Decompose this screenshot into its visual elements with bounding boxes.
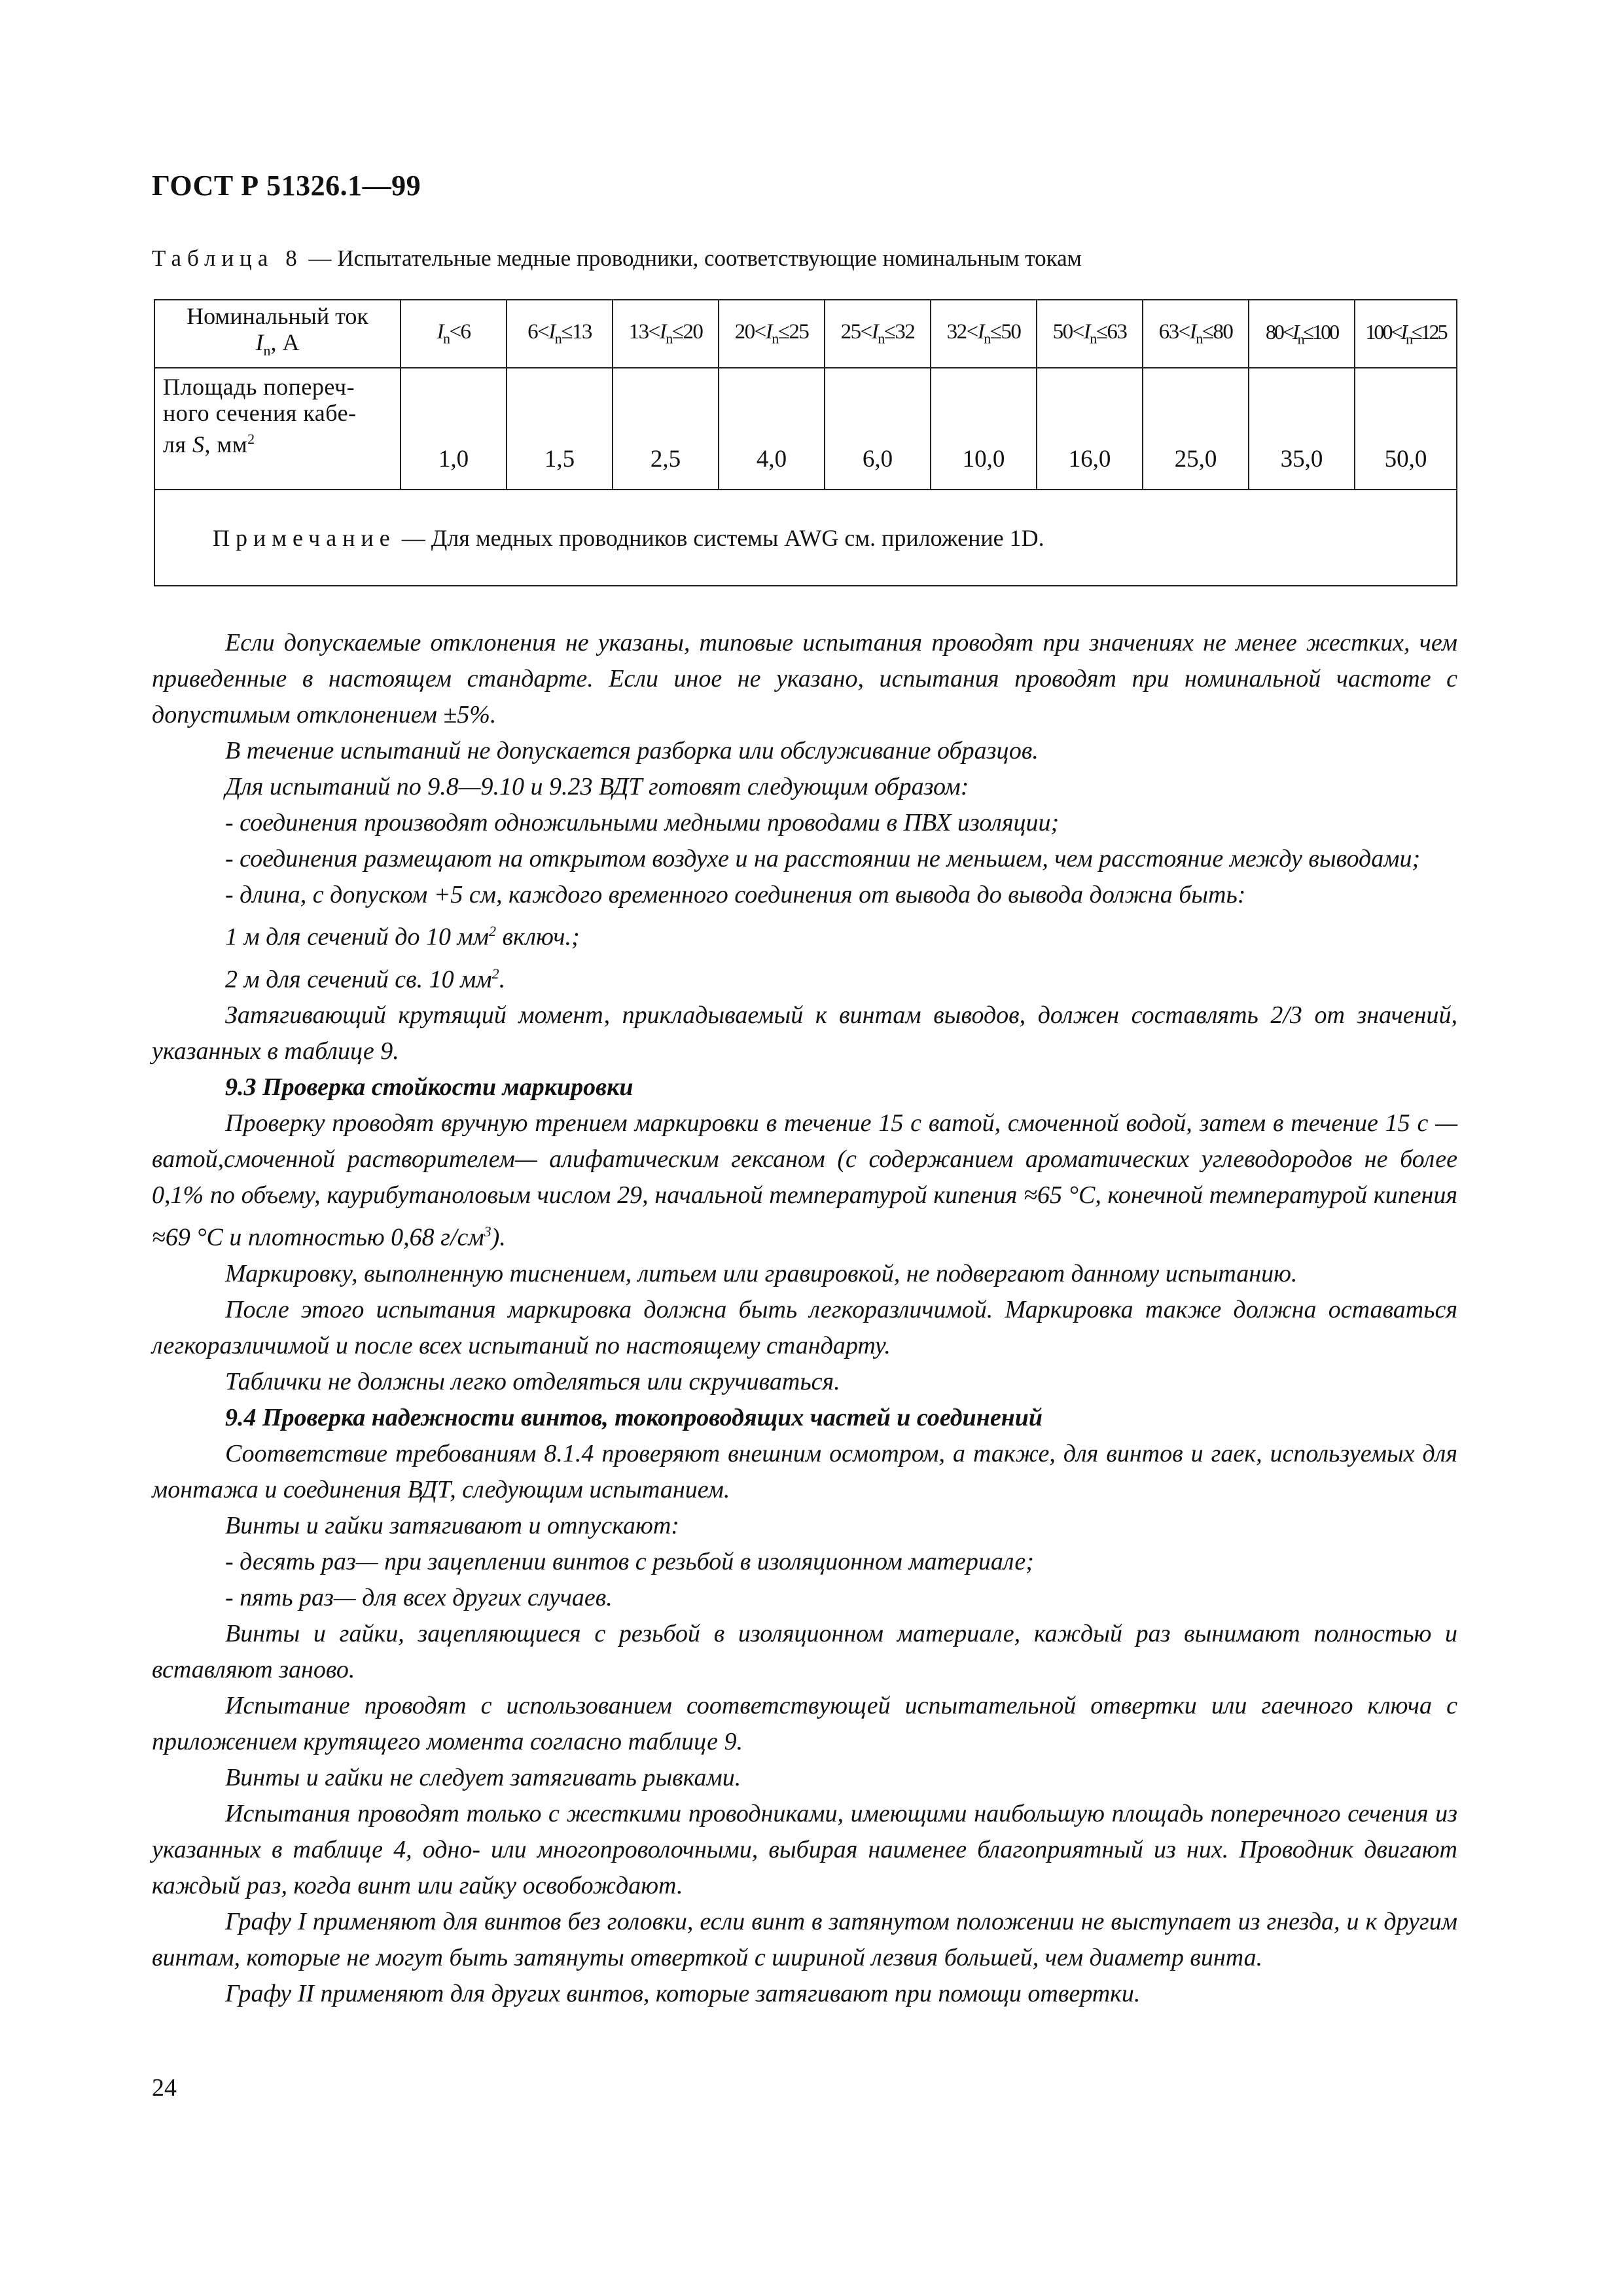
range-cell: $80<I_n\le 100$ — [1249, 300, 1355, 368]
value-cell: 35,0 — [1249, 368, 1355, 490]
range-cell: $25<I_n\le 32$ — [825, 300, 931, 368]
row-header-current-line1: Номинальный ток — [187, 303, 368, 330]
paragraph: - пять раз— для всех других случаев. — [225, 1583, 613, 1611]
paragraph: Графу II применяют для других винтов, которые затягивают при помощи отвертки. — [225, 1979, 1141, 2007]
table-note-text: — Для медных проводников системы AWG см. приложение 1D. — [395, 524, 1044, 551]
paragraph: Соответствие требованиям 8.1.4 проверяют внешним осмотром, а также, для винтов и гаек, используемых для монтажа и соединения ВДТ, следующим испытанием. — [152, 1439, 1457, 1503]
table-caption-label: Таблица 8 — [152, 245, 303, 271]
section-symbol: S — [192, 431, 205, 457]
paragraph: Винты и гайки, зацепляющиеся с резьбой в изоляционном материале, каждый раз вынимают полностью и вставляют заново. — [152, 1619, 1457, 1683]
paragraph: Таблички не должны легко отделяться или скручиваться. — [225, 1367, 840, 1395]
range-cell: $I_n<6$ — [401, 300, 507, 368]
value-cell: 1,0 — [401, 368, 507, 490]
paragraph: Маркировку, выполненную тиснением, литьем или гравировкой, не подвергают данному испытанию. — [225, 1259, 1298, 1287]
current-symbol: I — [255, 329, 264, 356]
paragraph: 2 м для сечений св. 10 $мм^2$. — [225, 965, 506, 994]
range-cell: $100<I_n\le 125$ — [1355, 300, 1457, 368]
value-cell: 2,5 — [613, 368, 719, 490]
range-cell: $13<I_n\le 20$ — [613, 300, 719, 368]
value-cell: 50,0 — [1355, 368, 1457, 490]
table-8 — [154, 299, 1457, 586]
paragraph: - соединения размещают на открытом воздухе и на расстоянии не меньшем, чем расстояние между выводами; — [225, 845, 1421, 872]
range-cell: $63<I_n\le 80$ — [1143, 300, 1249, 368]
paragraph: После этого испытания маркировка должна быть легкоразличимой. Маркировка также должна оставаться легкоразличимой и после всех испытаний по настоящему стандарту. — [152, 1295, 1457, 1359]
paragraph: Если допускаемые отклонения не указаны, типовые испытания проводят при значениях не менее жестких, чем приведенные в настоящем стандарте. Если иное не указано, испытания проводят при номинальной частоте с допустимым отклонением ±5%. — [152, 629, 1457, 728]
table-row-current — [154, 300, 1457, 368]
section-heading-9-4: 9.4 Проверка надежности винтов, токопроводящих частей и соединений — [225, 1403, 1043, 1431]
value-cell: 1,5 — [507, 368, 613, 490]
paragraph: 1 м для сечений до 10 $мм^2$ включ.; — [225, 923, 580, 951]
paragraph: Затягивающий крутящий момент, прикладываемый к винтам выводов, должен составлять 2/3 от значений, указанных в таблице 9. — [152, 1001, 1457, 1066]
page-number: 24 — [152, 2074, 177, 2102]
paragraph: Испытания проводят только с жесткими проводниками, имеющими наибольшую площадь поперечного сечения из указанных в таблице 4, одно- или многопроволочными, выбирая наименее благоприятный из них. Проводник двигают каждый раз, когда винт или гайку освобождают. — [152, 1799, 1457, 1899]
current-unit: , А — [270, 329, 300, 356]
current-subscript: n — [263, 342, 271, 359]
table-caption — [152, 245, 1082, 272]
value-cell: 6,0 — [825, 368, 931, 490]
range-cell: $6<I_n\le 13$ — [507, 300, 613, 368]
range-cell: $50<I_n\le 63$ — [1037, 300, 1143, 368]
paragraph: - длина, с допуском +5 см, каждого временного соединения от вывода до вывода должна быть: — [225, 881, 1246, 908]
paragraph: - десять раз— при зацеплении винтов с резьбой в изоляционном материале; — [225, 1547, 1034, 1575]
value-cell: 4,0 — [719, 368, 825, 490]
table-note-label: Примечание — [213, 524, 396, 551]
paragraph: Проверку проводят вручную трением маркировки в течение 15 с ватой, смоченной водой, затем в течение 15 с — ватой,смоченной растворителем— алифатическим гексаном (с содержанием ароматических углеводородов не более 0,1% по объему, каурибутаноловым числом 29, начальной температурой кипения ≈65 °С, конечной температурой кипения ≈69 °С и плотностью 0,68 $г/см^3$). — [152, 1109, 1457, 1251]
table-row-section — [154, 368, 1457, 490]
paragraph: Винты и гайки затягивают и отпускают: — [225, 1511, 679, 1539]
body-text — [152, 625, 1457, 2012]
range-cell: $20<I_n\le 25$ — [719, 300, 825, 368]
value-cell: 16,0 — [1037, 368, 1143, 490]
table-note — [154, 490, 1457, 586]
table-row-note — [154, 490, 1457, 586]
value-cell: 10,0 — [931, 368, 1037, 490]
row-header-current — [154, 300, 401, 368]
paragraph: В течение испытаний не допускается разборка или обслуживание образцов. — [225, 737, 1039, 764]
section-heading-9-3: 9.3 Проверка стойкости маркировки — [225, 1073, 633, 1102]
paragraph: Испытание проводят с использованием соответствующей испытательной отвертки или гаечного ключа с приложением крутящего момента согласно таблице 9. — [152, 1691, 1457, 1755]
document-header: ГОСТ Р 51326.1—99 — [152, 170, 421, 202]
range-cell: $32<I_n\le 50$ — [931, 300, 1037, 368]
paragraph: Для испытаний по 9.8—9.10 и 9.23 ВДТ готовят следующим образом: — [225, 773, 969, 800]
paragraph: Графу I применяют для винтов без головки, если винт в затянутом положении не выступает из гнезда, и к другим винтам, которые не могут быть затянуты отверткой с шириной лезвия большей, чем диаметр винта. — [152, 1907, 1457, 1971]
table-caption-text: — Испытательные медные проводники, соответствующие номинальным токам — [302, 245, 1082, 271]
paragraph: Винты и гайки не следует затягивать рывками. — [225, 1763, 741, 1791]
row-header-section: Площадь попереч- ного сечения кабе- ля S, $мм^2$ — [154, 368, 401, 490]
value-cell: 25,0 — [1143, 368, 1249, 490]
paragraph: - соединения производят одножильными медными проводами в ПВХ изоляции; — [225, 809, 1060, 836]
